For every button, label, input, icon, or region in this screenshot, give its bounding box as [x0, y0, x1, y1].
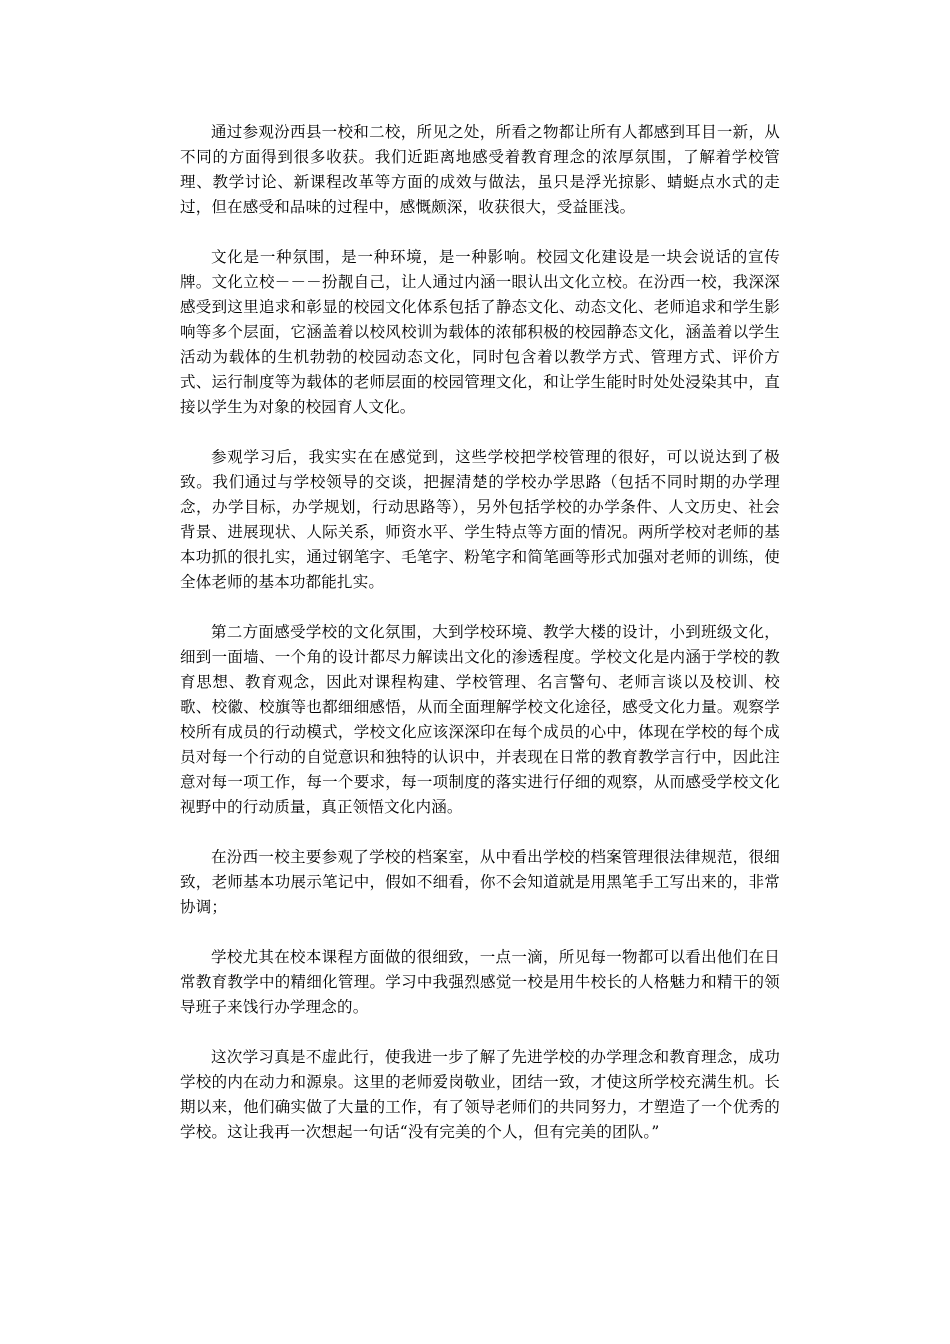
document-body	[180, 120, 780, 1170]
paragraph-4: 第二方面感受学校的文化氛围，大到学校环境、教学大楼的设计，小到班级文化，细到一面墙、一个角的设计都尽力解读出文化的渗透程度。学校文化是内涵于学校的教育思想、教育观念，因此对课程构建、学校管理、名言警句、老师言谈以及校训、校歌、校徽、校旗等也都细细感悟，从而全面理解学校文化途径，感受文化力量。观察学校所有成员的行动模式，学校文化应该深深印在每个成员的心中，体现在学校的每个成员对每一个行动的自觉意识和独特的认识中，并表现在日常的教育教学言行中，因此注意对每一项工作，每一个要求，每一项制度的落实进行仔细的观察，从而感受学校文化视野中的行动质量，真正领悟文化内涵。	[180, 623, 780, 816]
paragraph-7: 这次学习真是不虚此行，使我进一步了解了先进学校的办学理念和教育理念，成功学校的内在动力和源泉。这里的老师爱岗敬业，团结一致，才使这所学校充满生机。长期以来，他们确实做了大量的工作，有了领导老师们的共同努力，才塑造了一个优秀的学校。这让我再一次想起一句话“没有完美的个人，但有完美的团队。”	[180, 1048, 780, 1141]
paragraph-5: 在汾西一校主要参观了学校的档案室，从中看出学校的档案管理很法律规范，很细致，老师基本功展示笔记中，假如不细看，你不会知道就是用黑笔手工写出来的，非常协调；	[180, 848, 780, 916]
paragraph-3: 参观学习后，我实实在在感觉到，这些学校把学校管理的很好，可以说达到了极致。我们通过与学校领导的交谈，把握清楚的学校办学思路（包括不同时期的办学理念，办学目标，办学规划，行动思路等），另外包括学校的办学条件、人文历史、社会背景、进展现状、人际关系，师资水平、学生特点等方面的情况。两所学校对老师的基本功抓的很扎实，通过钢笔字、毛笔字、粉笔字和简笔画等形式加强对老师的训练，使全体老师的基本功都能扎实。	[180, 448, 780, 591]
paragraph-1: 通过参观汾西县一校和二校，所见之处，所看之物都让所有人都感到耳目一新，从不同的方面得到很多收获。我们近距离地感受着教育理念的浓厚氛围，了解着学校管理、教学讨论、新课程改革等方面的成效与做法，虽只是浮光掠影、蜻蜓点水式的走过，但在感受和品味的过程中，感慨颇深，收获很大，受益匪浅。	[180, 123, 780, 216]
paragraph-2: 文化是一种氛围，是一种环境，是一种影响。校园文化建设是一块会说话的宣传牌。文化立校－－－扮靓自己，让人通过内涵一眼认出文化立校。在汾西一校，我深深感受到这里追求和彰显的校园文化体系包括了静态文化、动态文化、老师追求和学生影响等多个层面，它涵盖着以校风校训为载体的浓郁积极的校园静态文化，涵盖着以学生活动为载体的生机勃勃的校园动态文化，同时包含着以教学方式、管理方式、评价方式、运行制度等为载体的老师层面的校园管理文化，和让学生能时时处处浸染其中，直接以学生为对象的校园育人文化。	[180, 248, 780, 416]
paragraph-6: 学校尤其在校本课程方面做的很细致，一点一滴，所见每一物都可以看出他们在日常教育教学中的精细化管理。学习中我强烈感觉一校是用牛校长的人格魅力和精干的领导班子来饯行办学理念的。	[180, 948, 780, 1016]
